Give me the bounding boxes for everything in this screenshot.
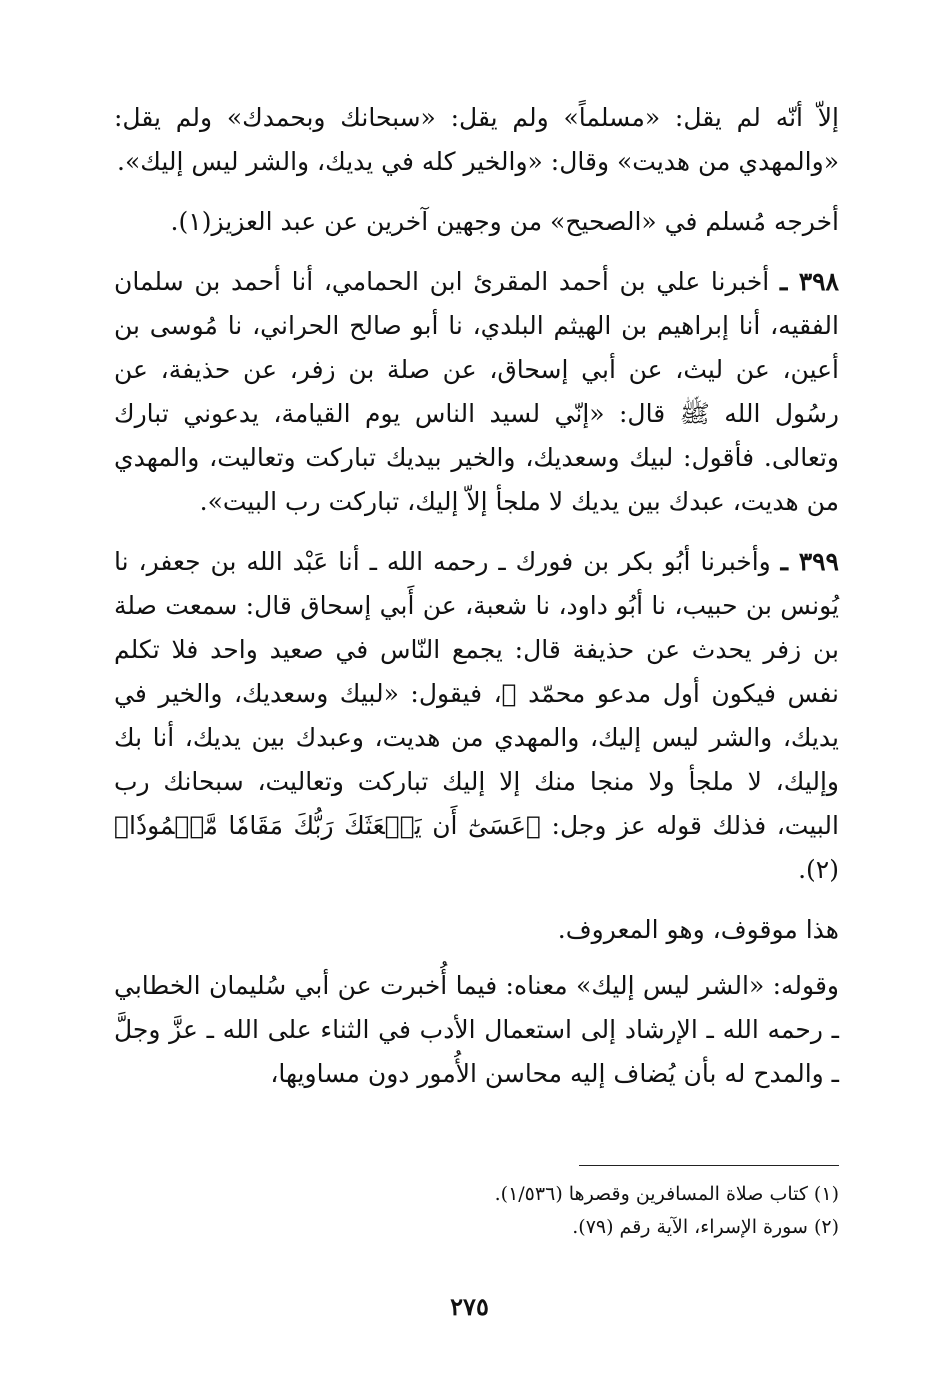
hadith-398-number: ٣٩٨ ـ: [779, 267, 839, 296]
hadith-398-text: أخبرنا علي بن أحمد المقرئ ابن الحمامي، أنا أحمد بن سلمان الفقيه، أنا إبراهيم بن الهيثم البلدي، نا أبو صالح الحراني، نا مُوسى بن أعين، عن ليث، عن أبي إسحاق، عن صلة بن زفر، عن حذيفة، عن رسُول الله ﷺ قال: «إنّي لسيد الناس يوم القيامة، يدعوني تبارك وتعالى. فأقول: لبيك وسعديك، والخير بيديك تباركت وتعاليت، والمهدي من هديت، عبدك بين يديك لا ملجأ إلاّ إليك، تباركت رب البيت».: [114, 267, 839, 516]
hadith-399-text: وأخبرنا أبُو بكر بن فورك ـ رحمه الله ـ أنا عَبْد الله بن جعفر، نا يُونس بن حبيب، نا أبُو داود، نا شعبة، عن أَبي إسحاق قال: سمعت صلة بن زفر يحدث عن حذيفة قال: يجمع النّاس في صعيد واحد فلا تكلم نفس فيكون أول مدعو محمّد ﷺ، فيقول: «لبيك وسعديك، والخير في يديك، والشر ليس إليك، والمهدي من هديت، وعبدك بين يديك، أنا بك وإليك، لا ملجأ ولا منجا منك إلا إليك تباركت وتعاليت، سبحانك رب البيت، فذلك قوله عز وجل: ﴿عَسَىٰٓ أَن يَبۡعَثَكَ رَبُّكَ مَقَامٗا مَّحۡمُودٗا﴾(٢).: [114, 547, 839, 884]
main-text: [114, 96, 839, 1112]
page-number: ٢٧٥: [450, 1292, 489, 1321]
footnote-2: (٢) سورة الإسراء، الآية رقم (٧٩).: [572, 1216, 839, 1238]
paragraph-explanation: [114, 964, 839, 1096]
paragraph-comment-text: هذا موقوف، وهو المعروف.: [557, 915, 839, 944]
paragraph-2: [114, 200, 839, 244]
footnote-divider: [579, 1165, 839, 1166]
paragraph-comment: [114, 908, 839, 952]
hadith-398: [114, 260, 839, 524]
footnote-1: (١) كتاب صلاة المسافرين وقصرها (١/٥٣٦).: [494, 1183, 839, 1205]
paragraph-explanation-text: وقوله: «الشر ليس إليك» معناه: فيما أُخبرت عن أبي سُليمان الخطابي ـ رحمه الله ـ الإرشاد إلى استعمال الأدب في الثناء على الله ـ عزَّ وجلَّ ـ والمدح له بأن يُضاف إليه محاسن الأُمور دون مساويها،: [114, 971, 839, 1088]
hadith-399-number: ٣٩٩ ـ: [780, 547, 839, 576]
paragraph-1: [114, 96, 839, 184]
paragraph-2-text: أخرجه مُسلم في «الصحيح» من وجهين آخرين عن عبد العزيز(١).: [170, 207, 839, 236]
footnotes: [114, 1178, 839, 1244]
hadith-399: [114, 540, 839, 892]
paragraph-1-text: إلاّ أنّه لم يقل: «مسلماً» ولم يقل: «سبحانك وبحمدك» ولم يقل: «والمهدي من هديت» وقال: «والخير كله في يديك، والشر ليس إليك».: [114, 103, 839, 176]
